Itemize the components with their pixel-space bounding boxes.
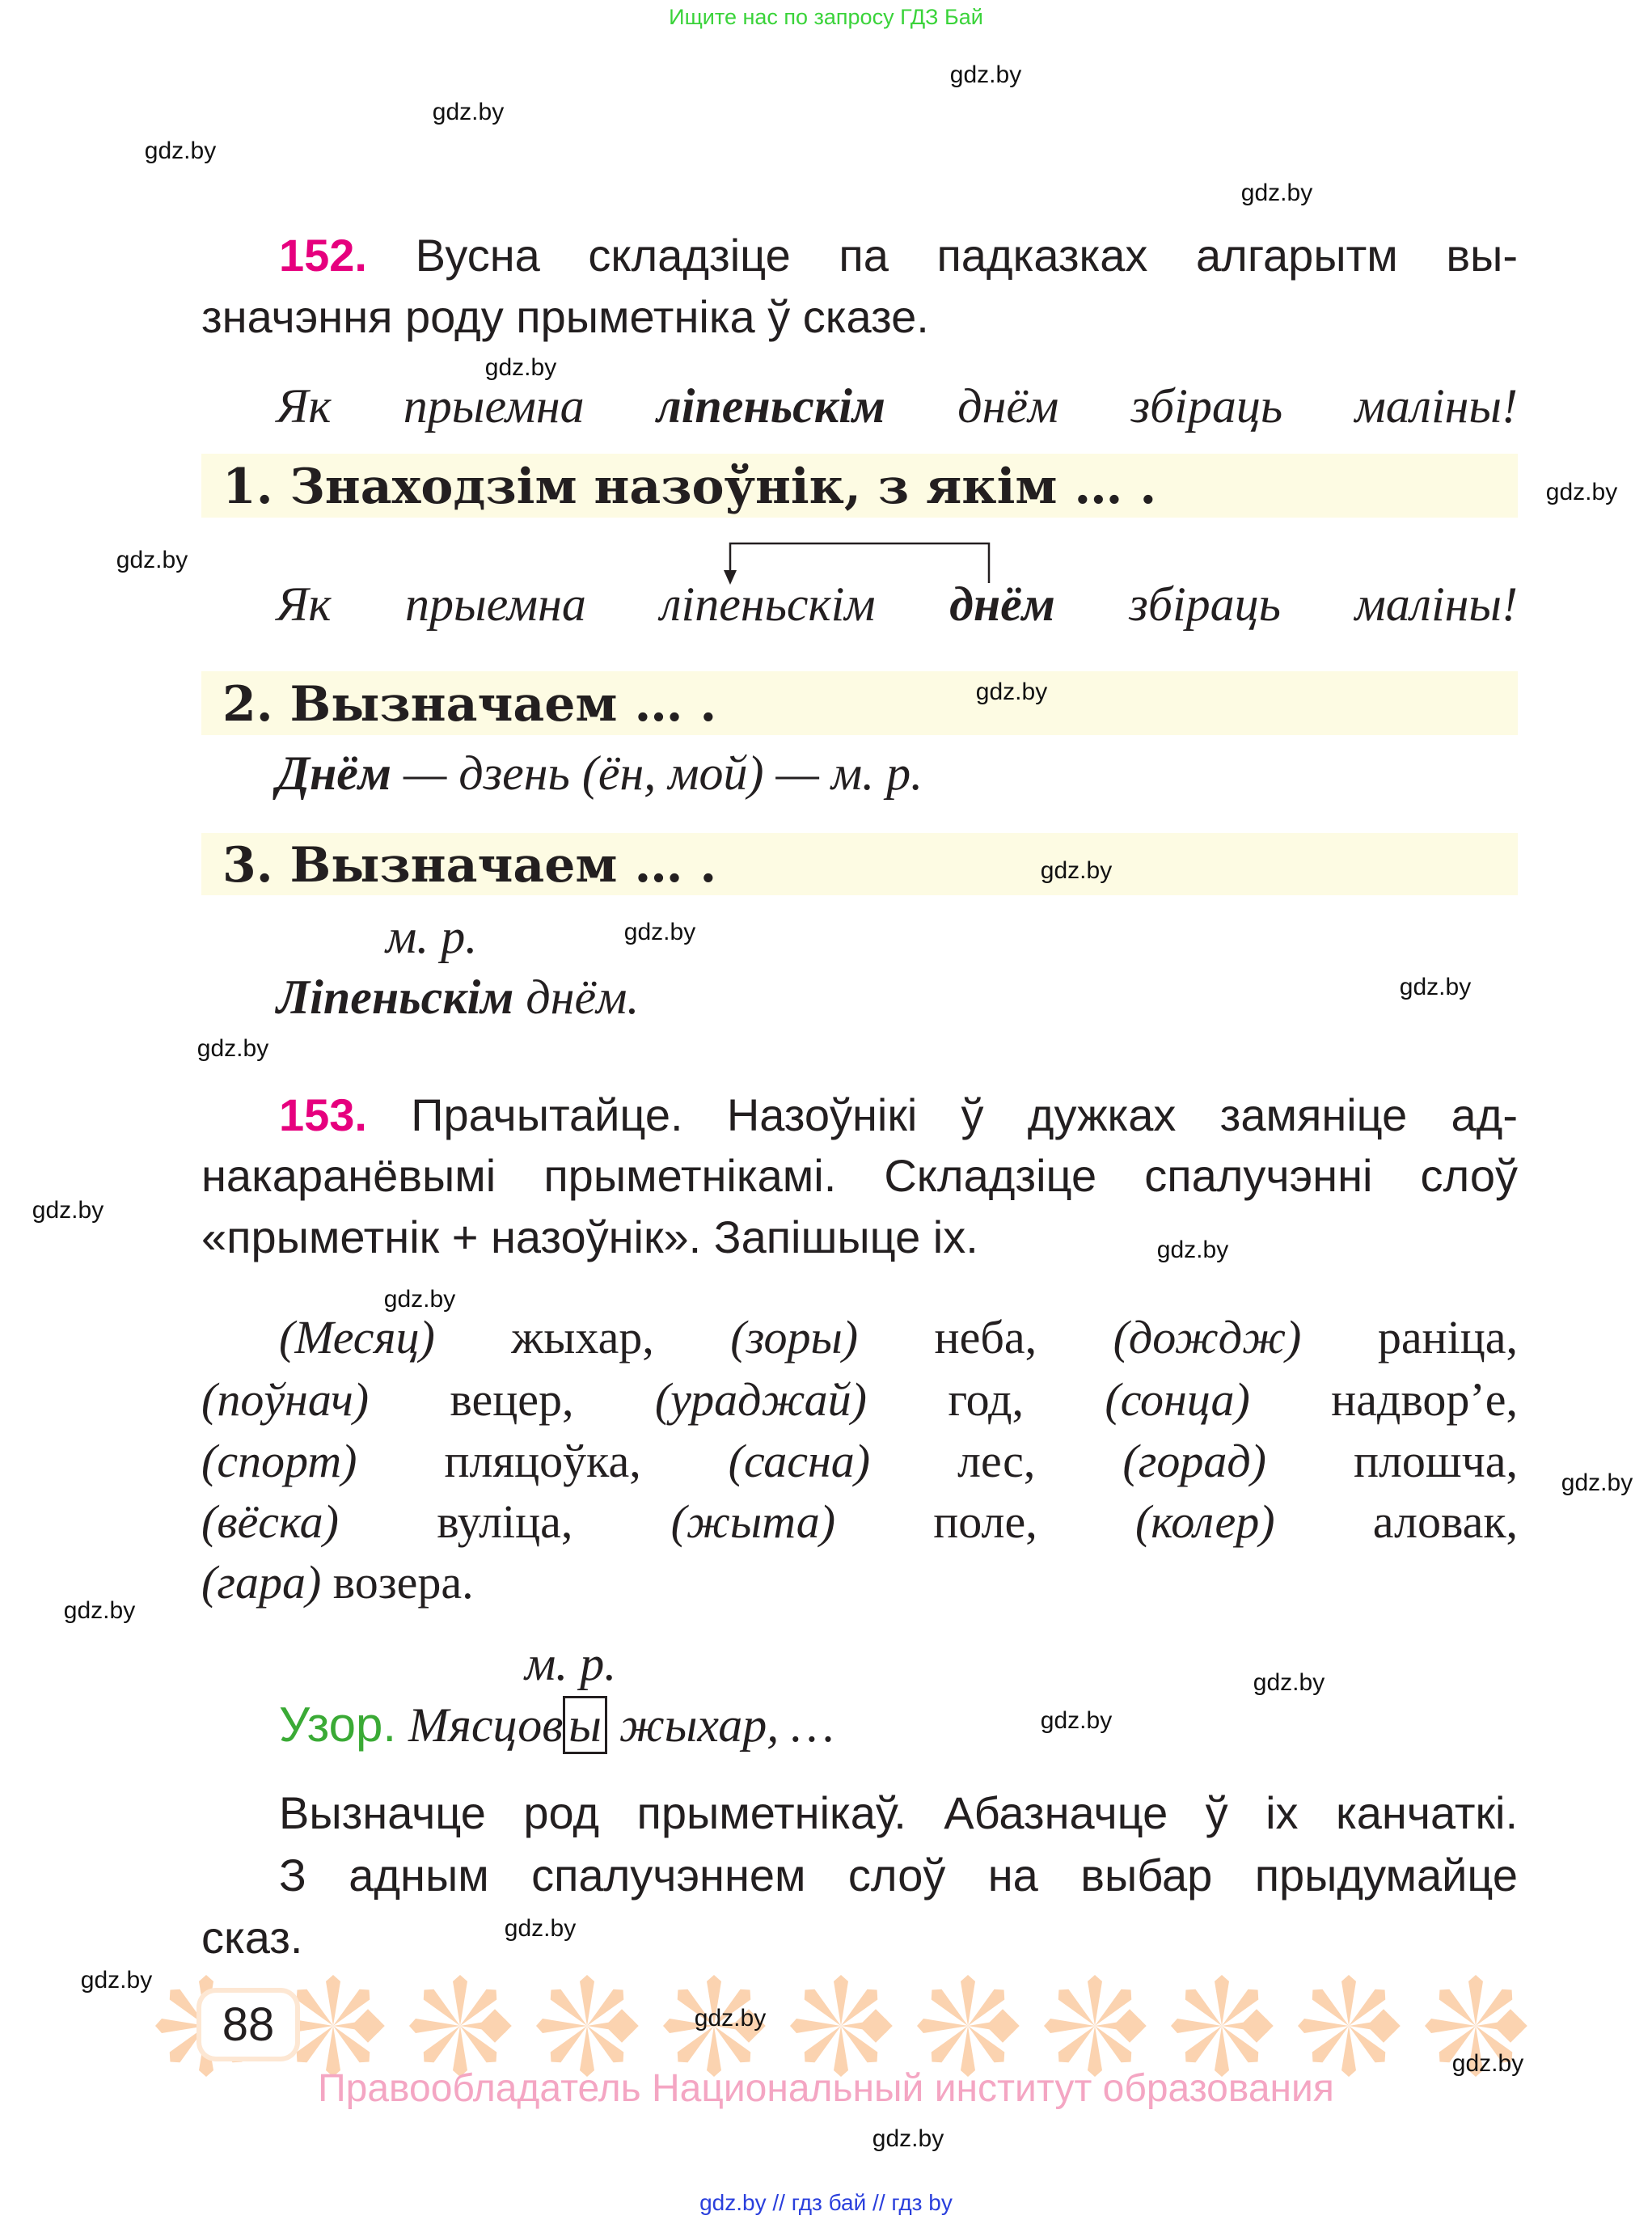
- sentence-part: збіраць маліны!: [1054, 577, 1518, 631]
- watermark-text: gdz.by: [949, 61, 1022, 88]
- sentence-part: Як прыемна: [277, 379, 657, 433]
- plain-word: год,: [866, 1373, 1105, 1426]
- watermark-text: gdz.by: [80, 1967, 153, 1994]
- watermark-text: gdz.by: [1399, 974, 1472, 1000]
- footer-link[interactable]: gdz.by: [699, 2190, 767, 2215]
- plain-word: жыхар,: [434, 1311, 731, 1364]
- highlighted-word: ліпеньскім: [656, 379, 885, 433]
- final-line3: сказ.: [201, 1912, 303, 1963]
- exercise-text-line: [279, 1307, 1518, 1368]
- watermark-text: gdz.by: [694, 2005, 767, 2032]
- example-rest: днём.: [513, 970, 640, 1024]
- noun-in-brackets: (жыта): [670, 1495, 836, 1548]
- step3-example: [277, 966, 639, 1028]
- watermark-text: gdz.by: [63, 1597, 136, 1624]
- sample-word: Мясцов: [408, 1698, 564, 1752]
- watermark-text: gdz.by: [383, 1286, 456, 1313]
- watermark-text: gdz.by: [975, 679, 1048, 705]
- final-line2: З адным спалучэннем слоў на выбар прыдумайце: [279, 1850, 1518, 1901]
- separator: //: [872, 2190, 885, 2215]
- top-banner[interactable]: Ищите нас по запросу ГДЗ Бай: [669, 5, 983, 29]
- watermark-text: gdz.by: [144, 137, 217, 164]
- watermark-text: gdz.by: [1040, 1707, 1113, 1734]
- diamond-ornament-icon: [978, 2002, 1027, 2050]
- noun-in-brackets: (зоры): [730, 1311, 859, 1364]
- step2-label: 2. Вызначаем … .: [222, 676, 717, 733]
- plain-word: плошча,: [1265, 1435, 1519, 1487]
- example-rest: — дзень (ён, мой) — м. р.: [391, 746, 923, 800]
- plain-word: раніца,: [1301, 1311, 1518, 1364]
- ex153-line2: накаранёвымі прыметнікамі. Складзіце спалучэнні слоў: [201, 1150, 1518, 1201]
- step3-box: [201, 833, 1518, 895]
- footer-link[interactable]: гдз бай: [791, 2190, 867, 2215]
- watermark-text: gdz.by: [1561, 1469, 1633, 1496]
- plain-word: надвор’е,: [1249, 1373, 1518, 1426]
- example-sentence: [277, 375, 1518, 437]
- step2-example: [277, 742, 923, 804]
- watermark-text: gdz.by: [32, 1197, 104, 1224]
- highlighted-word: Днём: [277, 746, 392, 800]
- noun-in-brackets: (гара): [201, 1556, 322, 1609]
- sample-line: [279, 1694, 834, 1756]
- copyright: Правообладатель Национальный институт образования: [318, 2067, 1334, 2110]
- noun-in-brackets: (вёска): [201, 1495, 339, 1548]
- watermark-text: gdz.by: [1240, 180, 1313, 206]
- sentence-part: днём збіраць маліны!: [885, 379, 1518, 433]
- noun-in-brackets: (ураджай): [654, 1373, 867, 1426]
- diamond-ornament-icon: [1232, 2002, 1281, 2050]
- watermark-text: gdz.by: [116, 547, 188, 573]
- watermark-text: gdz.by: [196, 1035, 269, 1062]
- watermark-text: gdz.by: [432, 99, 505, 125]
- plain-word: аловак,: [1274, 1495, 1518, 1548]
- gender-mark: м. р.: [386, 910, 478, 963]
- sentence-part: Як прыемна ліпеньскім: [277, 577, 950, 631]
- watermark-text: gdz.by: [1040, 857, 1113, 884]
- highlighted-word: Ліпеньскім: [277, 970, 514, 1024]
- plain-word: пляцоўка,: [357, 1435, 729, 1487]
- ex152-line1: [279, 225, 1518, 286]
- exercise-text-line: [201, 1491, 1518, 1553]
- diamond-ornament-icon: [1486, 2002, 1535, 2050]
- diamond-ornament-icon: [471, 2002, 519, 2050]
- plain-word: лес,: [870, 1435, 1123, 1487]
- watermark-text: gdz.by: [872, 2125, 944, 2152]
- exercise-number: 152.: [279, 230, 367, 281]
- page-number: 88: [201, 1993, 295, 2057]
- noun-in-brackets: (колер): [1134, 1495, 1275, 1548]
- final-line1: Вызначце род прыметнікаў. Абазначце ў іх канчаткі.: [279, 1787, 1518, 1838]
- footer-links: [0, 2190, 1652, 2216]
- watermark-text: gdz.by: [1253, 1669, 1325, 1696]
- ex152-text: Вусна складзіце па падказках алгарытм вы-: [415, 230, 1518, 281]
- watermark-text: gdz.by: [1545, 479, 1618, 505]
- diamond-ornament-icon: [851, 2002, 900, 2050]
- plain-word: вуліца,: [338, 1495, 671, 1548]
- watermark-text: gdz.by: [623, 919, 696, 945]
- ex152-line2: значэння роду прыметніка ў сказе.: [201, 291, 929, 342]
- watermark-text: gdz.by: [504, 1915, 577, 1942]
- exercise-text-line: [201, 1552, 474, 1613]
- footer-link[interactable]: гдз by: [891, 2190, 953, 2215]
- diamond-ornament-icon: [598, 2002, 646, 2050]
- noun-in-brackets: (горад): [1122, 1435, 1266, 1487]
- plain-word: поле,: [835, 1495, 1135, 1548]
- exercise-number: 153.: [279, 1089, 367, 1140]
- plain-word: возера.: [321, 1556, 474, 1609]
- step3-label: 3. Вызначаем … .: [222, 837, 717, 894]
- plain-word: вецер,: [369, 1373, 655, 1426]
- sample-label: Узор.: [279, 1698, 396, 1752]
- exercise-text-line: [201, 1431, 1518, 1492]
- noun-in-brackets: (сонца): [1105, 1373, 1250, 1426]
- step2-box: [201, 671, 1518, 735]
- diamond-ornament-icon: [1359, 2002, 1408, 2050]
- step1-label: 1. Знаходзім назоўнік, з якім … .: [222, 459, 1157, 515]
- noun-in-brackets: (спорт): [201, 1435, 357, 1487]
- watermark-text: gdz.by: [484, 354, 557, 381]
- watermark-text: gdz.by: [1451, 2050, 1524, 2077]
- noun-in-brackets: (сасна): [728, 1435, 871, 1487]
- plain-word: неба,: [858, 1311, 1113, 1364]
- noun-in-brackets: (дождж): [1113, 1311, 1302, 1364]
- ex153-line3: «прыметнік + назоўнік». Запішыце іх.: [201, 1211, 978, 1262]
- noun-in-brackets: (поўнач): [201, 1373, 370, 1426]
- ex153-text: Прачытайце. Назоўнікі ў дужках замяніце ад-: [411, 1089, 1518, 1140]
- diamond-ornament-icon: [1105, 2002, 1154, 2050]
- diamond-ornament-icon: [344, 2002, 392, 2050]
- example-sentence-2: [277, 573, 1518, 635]
- separator: //: [772, 2190, 785, 2215]
- step1-box: [201, 454, 1518, 518]
- sample-ending: ы: [563, 1696, 607, 1754]
- noun-in-brackets: (Месяц): [279, 1311, 435, 1364]
- watermark-text: gdz.by: [1156, 1237, 1229, 1263]
- exercise-text-line: [201, 1369, 1518, 1431]
- gender-mark: м. р.: [525, 1637, 617, 1690]
- highlighted-word: днём: [949, 577, 1055, 631]
- sample-rest: жыхар, …: [606, 1698, 834, 1752]
- ex153-line1: [279, 1085, 1518, 1146]
